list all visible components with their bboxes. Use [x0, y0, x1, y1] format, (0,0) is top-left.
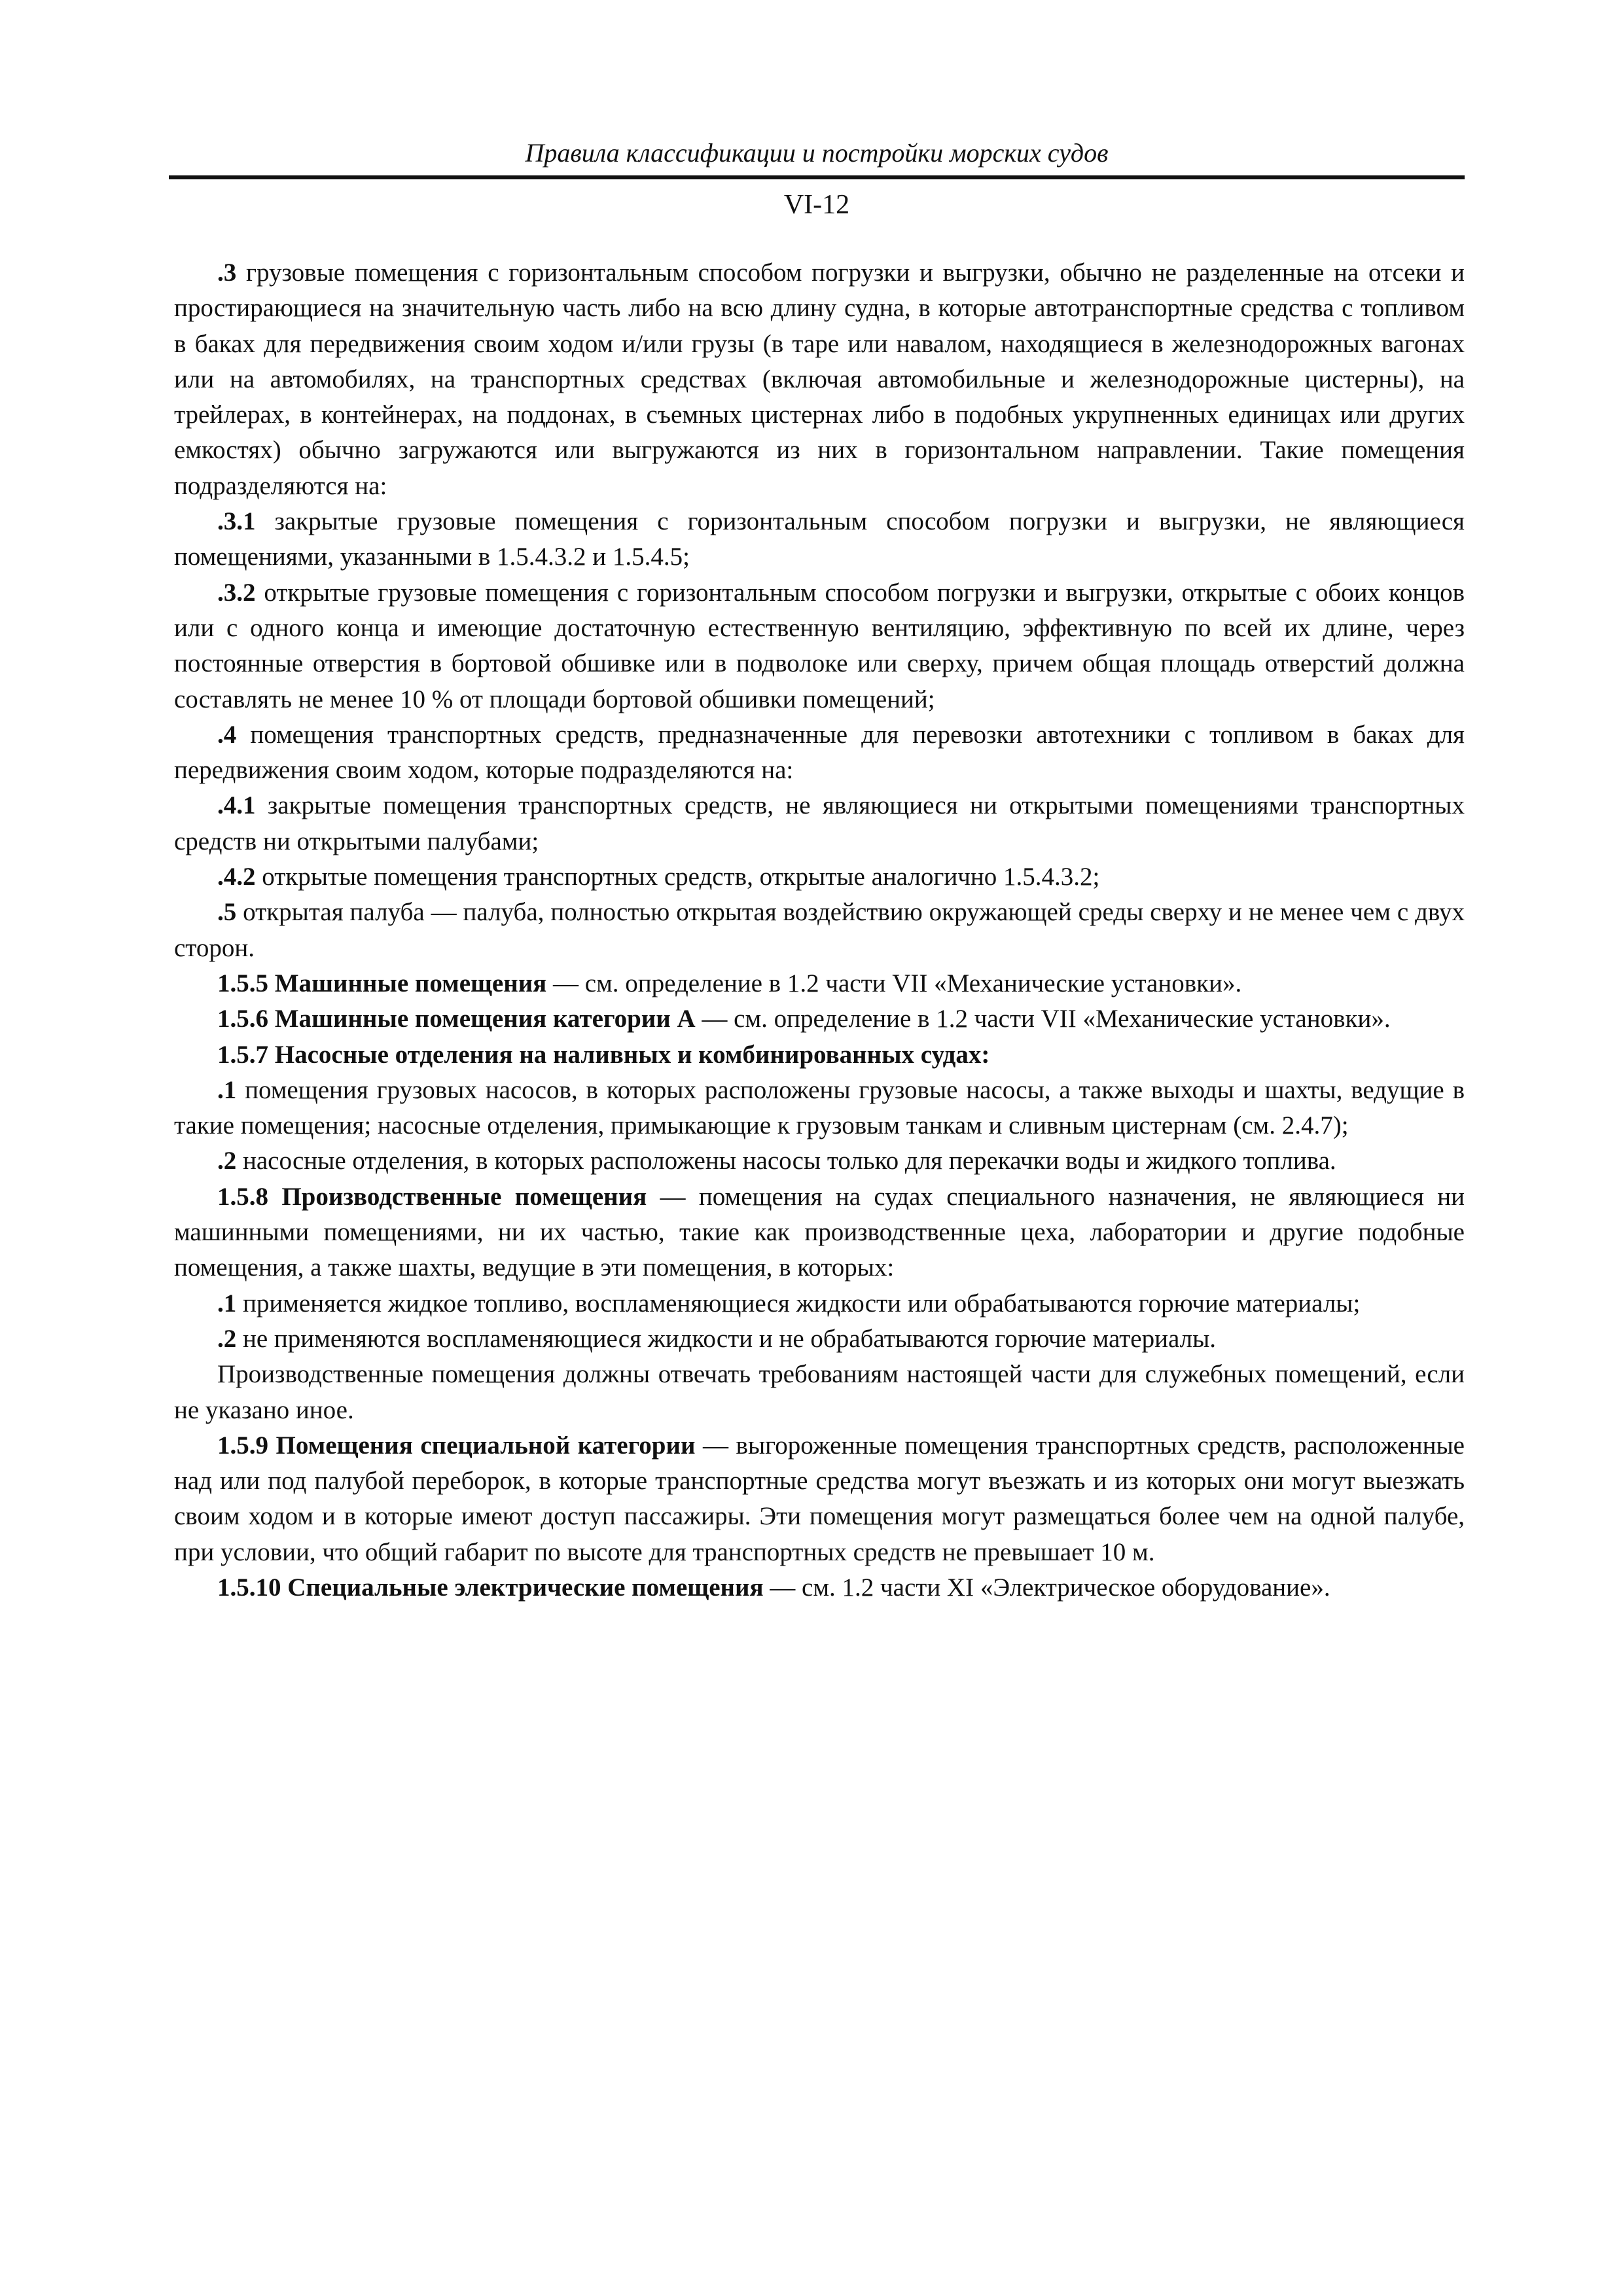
paragraph-lead: .3.1 [217, 507, 256, 536]
paragraph-text: помещения транспортных средств, предназначенные для перевозки автотехники с топливом в баках для передвижения своим ходом, которые подразделяются на: [174, 720, 1465, 785]
paragraph-lead: 1.5.8 Производственные помещения [217, 1182, 647, 1211]
paragraph-lead: 1.5.10 Специальные электрические помещения [217, 1573, 764, 1602]
paragraph-text: закрытые помещения транспортных средств, не являющиеся ни открытыми помещениями транспортных средств ни открытыми палубами; [174, 791, 1465, 855]
paragraph-text: насосные отделения, в которых расположены насосы только для перекачки воды и жидкого топлива. [236, 1147, 1336, 1175]
paragraph-text: — см. определение в 1.2 части VII «Механические установки». [546, 969, 1242, 997]
paragraph-text: — см. определение в 1.2 части VII «Механические установки». [695, 1005, 1391, 1033]
body-text [174, 255, 1465, 1605]
paragraph-text: открытые грузовые помещения с горизонтальным способом погрузки и выгрузки, открытые с обоих концов или с одного конца и имеющие достаточную естественную вентиляцию, эффективную по всей их длине, через постоянные отверстия в бортовой обшивке или в подволоке или сверху, причем общая площадь отверстий должна составлять не менее 10 % от площади бортовой обшивки помещений; [174, 578, 1465, 713]
paragraph-text: — выгороженные помещения транспортных средств, расположенные над или под палубой переборок, в которые транспортные средства могут въезжать и из которых они могут выезжать своим ходом и в которые имеют доступ пассажиры. Эти помещения могут размещаться более чем на одной палубе, при условии, что общий габарит по высоте для транспортных средств не превышает 10 м. [174, 1431, 1465, 1566]
paragraph-lead: 1.5.7 Насосные отделения на наливных и комбинированных судах: [217, 1040, 990, 1069]
paragraph [174, 1073, 1465, 1144]
paragraph [174, 717, 1465, 789]
paragraph [174, 575, 1465, 717]
paragraph-lead: 1.5.5 Машинные помещения [217, 969, 547, 997]
paragraph-lead: .2 [217, 1147, 237, 1175]
paragraph-text: открытая палуба — палуба, полностью открытая воздействию окружающей среды сверху и не менее чем с двух сторон. [174, 898, 1465, 962]
paragraph [174, 255, 1465, 504]
paragraph-lead: .4 [217, 720, 237, 749]
paragraph [174, 966, 1465, 1001]
paragraph-lead: .1 [217, 1289, 237, 1318]
paragraph [174, 1570, 1465, 1605]
paragraph-lead: .3.2 [217, 578, 256, 607]
paragraph-lead: .1 [217, 1075, 237, 1104]
paragraph-text: Производственные помещения должны отвечать требованиям настоящей части для служебных помещений, если не указано иное. [174, 1360, 1465, 1424]
paragraph-text: — помещения на судах специального назначения, не являющиеся ни машинными помещениями, ни их частью, такие как производственные цеха, лаборатории и другие подобные помещения, а также шахты, ведущие в эти помещения, в которых: [174, 1182, 1465, 1282]
paragraph [174, 504, 1465, 575]
paragraph-lead: .4.1 [217, 791, 256, 820]
paragraph [174, 859, 1465, 895]
paragraph [174, 1286, 1465, 1321]
paragraph-lead: .4.2 [217, 863, 256, 891]
paragraph [174, 895, 1465, 966]
paragraph [174, 1037, 1465, 1073]
paragraph [174, 1143, 1465, 1179]
paragraph-text: закрытые грузовые помещения с горизонтальным способом погрузки и выгрузки, не являющиеся помещениями, указанными в 1.5.4.3.2 и 1.5.4.5; [174, 507, 1465, 571]
paragraph-lead: .2 [217, 1324, 237, 1353]
paragraph [174, 1428, 1465, 1570]
page-number: VI-12 [783, 190, 850, 220]
paragraph-lead: 1.5.9 Помещения специальной категории [217, 1431, 696, 1460]
paragraph-text: открытые помещения транспортных средств, открытые аналогично 1.5.4.3.2; [255, 863, 1100, 891]
paragraph-text: помещения грузовых насосов, в которых расположены грузовые насосы, а также выходы и шахты, ведущие в такие помещения; насосные отделения, примыкающие к грузовым танкам и сливным цистернам (см. 2.4.7); [174, 1075, 1465, 1140]
paragraph [174, 1357, 1465, 1428]
paragraph [174, 1179, 1465, 1286]
paragraph-lead: .3 [217, 259, 237, 287]
paragraph-text: грузовые помещения с горизонтальным способом погрузки и выгрузки, обычно не разделенные на отсеки и простирающиеся на значительную часть либо на всю длину судна, в которые автотранспортные средства с топливом в баках для передвижения своим ходом и/или грузы (в таре или навалом, находящиеся в железнодорожных вагонах или на автомобилях, на транспортных средствах (включая автомобильные и железнодорожные цистерны), на трейлерах, в контейнерах, на поддонах, в съемных цистернах либо в подобных укрупненных единицах или других емкостях) обычно загружаются или выгружаются из них в горизонтальном направлении. Такие помещения подразделяются на: [174, 259, 1465, 500]
paragraph-lead: .5 [217, 898, 237, 927]
paragraph-lead: 1.5.6 Машинные помещения категории А [217, 1005, 696, 1033]
running-title: Правила классификации и постройки морских судов [525, 138, 1109, 168]
paragraph-text: — см. 1.2 части XI «Электрическое оборудование». [763, 1573, 1330, 1602]
paragraph [174, 788, 1465, 859]
paragraph-text: не применяются воспламеняющиеся жидкости и не обрабатываются горючие материалы. [236, 1324, 1217, 1353]
paragraph-text: применяется жидкое топливо, воспламеняющиеся жидкости или обрабатываются горючие материалы; [236, 1289, 1361, 1318]
paragraph [174, 1321, 1465, 1357]
header-rule [169, 175, 1465, 179]
paragraph [174, 1001, 1465, 1037]
